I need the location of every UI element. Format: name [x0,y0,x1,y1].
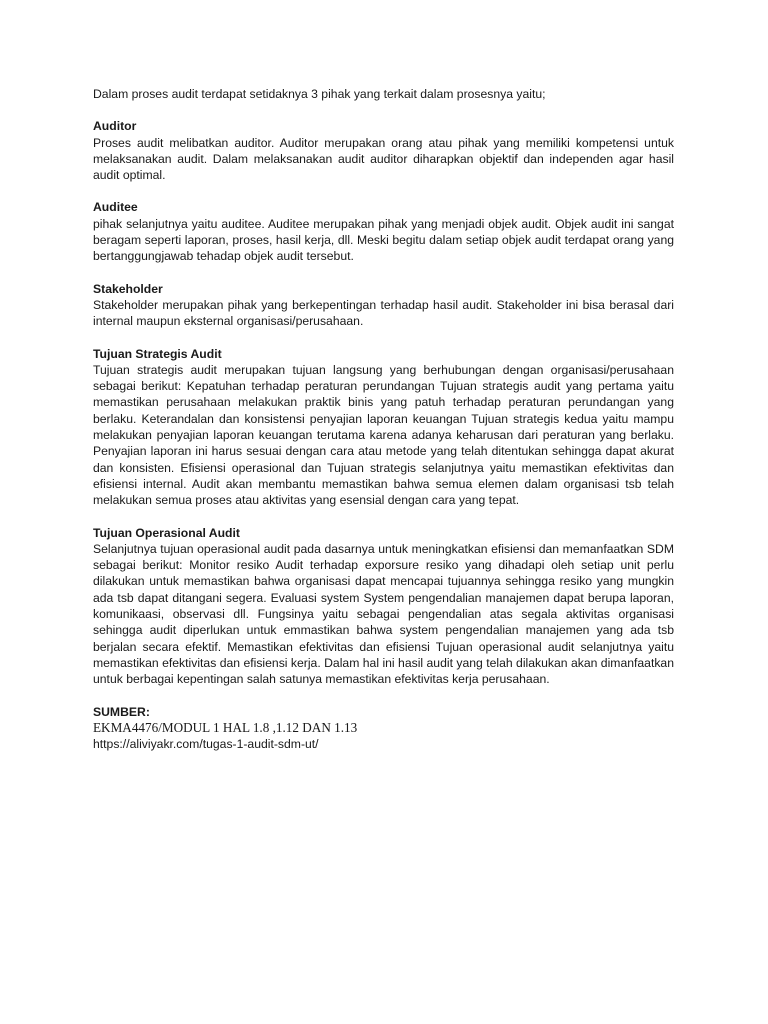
section-heading: Tujuan Operasional Audit [93,525,240,540]
section-body: pihak selanjutnya yaitu auditee. Auditee merupakan pihak yang menjadi objek audit. Objek audit ini sangat beragam seperti laporan, proses, hasil kerja, dll. Meski begitu dalam setiap objek audit terdapat orang yang bertanggungjawab tehadap objek audit tersebut. [93,216,674,264]
section-heading: Tujuan Strategis Audit [93,346,222,361]
section-auditor [93,118,674,183]
source-block [93,704,674,753]
section-body: Proses audit melibatkan auditor. Auditor merupakan orang atau pihak yang memiliki kompetensi untuk melaksanakan audit. Dalam melaksanakan audit auditor diharapkan objektif dan independen agar hasil audit optimal. [93,135,674,183]
section-body: Stakeholder merupakan pihak yang berkepentingan terhadap hasil audit. Stakeholder ini bisa berasal dari internal maupun eksternal organisasi/perusahaan. [93,297,674,329]
section-heading: Auditee [93,200,138,215]
section-heading: Stakeholder [93,281,163,296]
section-tujuan-operasional [93,525,674,688]
source-reference: EKMA4476/MODUL 1 HAL 1.8 ,1.12 DAN 1.13 [93,719,358,735]
section-body: Tujuan strategis audit merupakan tujuan langsung yang berhubungan dengan organisasi/perusahaan sebagai berikut: Kepatuhan terhadap peraturan perundangan Tujuan strategis audit yang pertama yaitu memastikan perusahaan melakukan praktik binis yang patuh terhadap peraturan perundangan yang berlaku. Keterandalan dan konsistensi penyajian laporan keuangan Tujuan strategis kedua yaitu mampu melakukan penyajian laporan keuangan terutama karena adanya keharusan dari peraturan yang berlaku. Penyajian laporan ini harus sesuai dengan cara atau metode yang telah ditentukan sehingga dapat akurat dan konsisten. Efisiensi operasional dan Tujuan strategis selanjutnya yaitu memastikan efektivitas dan efisiensi internal. Audit akan membantu memastikan bahwa semua elemen dalam organisasi tsb telah melakukan semua proses atau aktivitas yang esensial dengan cara yang tepat. [93,362,674,508]
intro-text: Dalam proses audit terdapat setidaknya 3 pihak yang terkait dalam prosesnya yaitu; [93,87,546,101]
section-heading: Auditor [93,119,137,134]
section-tujuan-strategis [93,346,674,509]
section-auditee [93,199,674,264]
source-url: https://aliviyakr.com/tugas-1-audit-sdm-ut/ [93,736,319,751]
section-stakeholder [93,281,674,330]
section-body: Selanjutnya tujuan operasional audit pada dasarnya untuk meningkatkan efisiensi dan memanfaatkan SDM sebagai berikut: Monitor resiko Audit terhadap exporsure resiko yang dihadapi oleh setiap unit perlu dilakukan untuk memastikan bahwa organisasi dapat mencapai tujuannya sehingga resiko yang mungkin ada tsb dapat ditangani segera. Evaluasi system System pengendalian manajemen dapat berupa laporan, komunikaasi, observasi dll. Fungsinya yaitu sebagai pengendalian atas segala aktivitas organisasi sehingga audit diperlukan untuk emmastikan bahwa system pengendalian manajemen yang ada tsb berjalan secara efektif. Memastikan efektivitas dan efisiensi Tujuan operasional audit selanjutnya yaitu memastikan efektivitas dan efisiensi kerja. Dalam hal ini hasil audit yang telah dilakukan akan dimanfaatkan untuk berbagai kepentingan salah satunya memastikan efektivitas kerja perusahaan. [93,541,674,687]
source-label: SUMBER: [93,704,150,719]
